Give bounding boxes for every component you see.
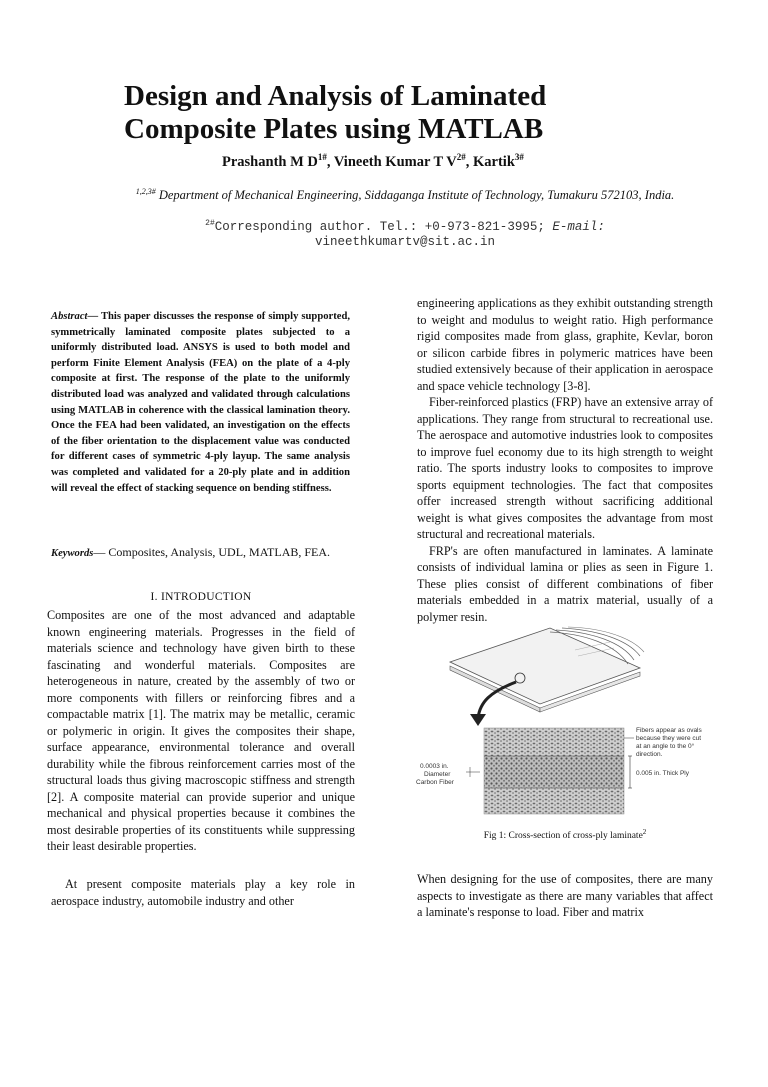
figure-note: direction. [636,751,663,758]
keywords-body: Composites, Analysis, UDL, MATLAB, FEA. [108,545,331,559]
affiliation-text: Department of Mechanical Engineering, Siddaganga Institute of Technology, Tumakuru 572103, India. [155,188,675,203]
fiber-diameter-label: Diameter [424,771,451,778]
fiber-diameter-label: 0.0003 in. [420,763,449,770]
abstract-lead: Abstract [51,311,88,322]
figure-caption [417,828,713,841]
author-3-sup: 3# [514,152,524,162]
keywords-dash: — [93,545,109,559]
author-2-sup: 2# [456,152,466,162]
intro-paragraph-1: Composites are one of the most advanced and adaptable known engineering materials. Progresses in the field of materials science and technology have given birth to these fascinating and wonderful materials. Composites are heterogeneous in nature, created by the assembly of two or more components with fillers or reinforcing fibres and a compactable matrix [1]. The matrix may be metallic, ceramic or polymeric in origin. It gives the composites their shape, surface appearance, environmental tolerance and overall durability while the fibrous reinforcement carries most of the structural loads thus giving macroscopic stiffness and strength [2]. A composite material can provide superior and unique mechanical and physical properties because it combines the most desirable properties of its constituents while suppressing their least desirable properties. [47,608,355,853]
author-1-sup: 1# [317,152,327,162]
author-sep: , [465,153,473,170]
keywords [51,544,350,562]
author-1: Prashanth M D [222,153,318,170]
caption-sup: 2 [642,828,647,836]
figure-note: because they were cut [636,735,702,742]
right-paragraph-2: Fiber-reinforced plastics (FRP) have an extensive array of applications. They range from structural to recreational use. The aerospace and automotive industries look to composites to improve fuel economy due to its high strength to weight ratio. The sports industry looks to composites to improve sports equipment technologies. The fact that composites offer increased strength without sacrificing additional weight is what gives composites the advantage from most structural and recreational materials. [417,395,713,541]
abstract-body: This paper discusses the response of simply supported, symmetrically laminated composite plates subjected to a uniformly distributed load. ANSYS is used to both model and perform Finite Element Analysis (FEA) on the plate of a 4-ply composite at first. The response of the plate to the uniformly distributed load was analyzed and validated through calculations using MATLAB in coherence with the classical lamination theory. Once the FEA had been validated, an investigation on the effects of the fiber orientation to the displacement value was conducted for different cases of symmetric 4-ply layup. The same analysis was completed and validated for a 20-ply plate and in addition will reveal the effect of stacking sequence on bending stiffness. [51,311,350,494]
figure-note: Fibers appear as ovals [636,727,702,734]
author-sep: , [326,153,334,170]
intro-paragraph-2: At present composite materials play a key role in aerospace industry, automobile industry and other [51,877,355,908]
author-2: Vineeth Kumar T V [333,153,457,170]
abstract [51,309,350,496]
right-paragraph-4: When designing for the use of composites, there are many aspects to investigate as there are many variables that affect a laminate's response to load. Fiber and matrix [417,872,713,919]
right-paragraph-3: FRP's are often manufactured in laminates. A laminate consists of individual lamina or plies as seen in Figure 1. These plies consist of different combinations of fiber materials embedded in a matrix material, usually of a polymer resin. [417,543,713,624]
email-link[interactable]: vineethkumartv@sit.ac.in [314,235,496,250]
email-label: E-mail: [552,220,605,235]
figure-note: at an angle to the 0° [636,743,695,750]
section-heading: I. INTRODUCTION [150,591,252,603]
ply-thickness-label: 0.005 in. Thick Ply [636,770,689,777]
paper-title: Design and Analysis of Laminated Composite Plates using MATLAB [124,80,547,145]
cross-section-micrograph [484,728,624,814]
correspondence [120,216,690,250]
author-3: Kartik [473,153,515,170]
affiliation [120,184,690,203]
right-paragraph-1: engineering applications as they exhibit outstanding strength to weight and modulus to weight ratio. High performance rigid composites made from glass, graphite, Kevlar, boron or silicon carbide fibres in polymeric matrices have been studied extensively because of their application in aerospace and space vehicle technology [3-8]. [417,296,713,393]
abstract-dash: — [87,311,101,322]
caption-text: Fig 1: Cross-section of cross-ply laminate [483,831,643,842]
correspondence-sup: 2# [205,219,215,228]
keywords-lead: Keywords [51,548,94,559]
author-list [222,152,524,171]
affiliation-sup: 1,2,3# [135,187,156,196]
ply-stack-illustration [450,627,644,712]
correspondence-text: Corresponding author. Tel.: +0-973-821-3995; [214,220,553,235]
right-column-text [417,295,713,625]
fiber-diameter-label: Carbon Fiber [416,779,454,786]
laminate-figure [400,622,712,822]
